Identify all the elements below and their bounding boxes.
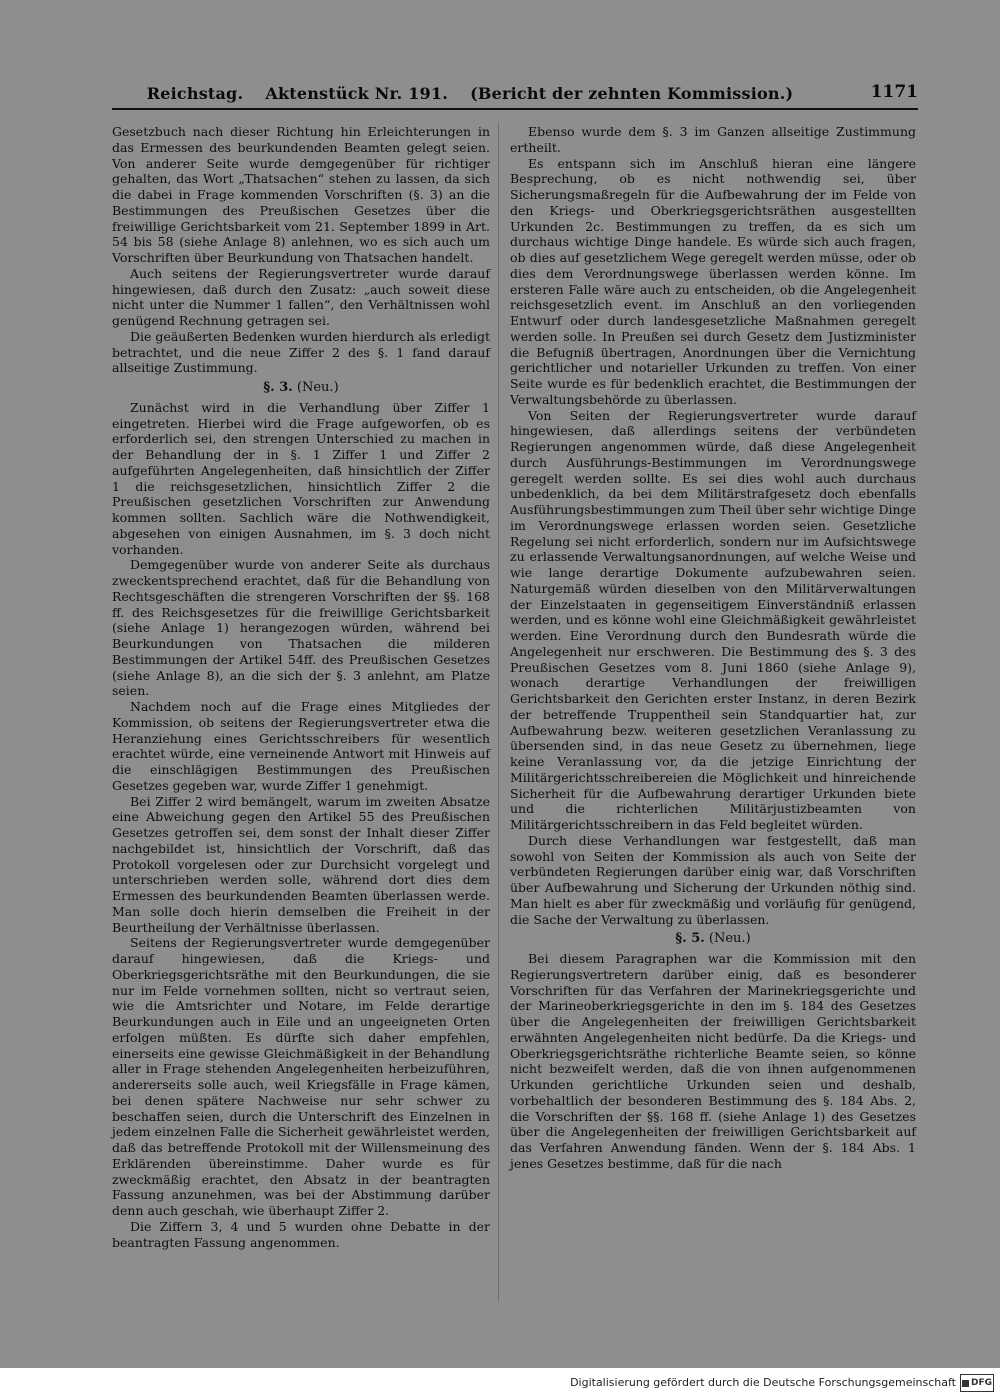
paragraph: Auch seitens der Regierungsvertreter wurde darauf hingewiesen, daß durch den Zusatz: „auch soweit diese nicht unter die Nummer 1 fallen“, den Verhältnissen wohl genügend Rechnung getragen sei.	[112, 265, 490, 328]
header-title	[112, 84, 828, 103]
paragraph: Bei Ziffer 2 wird bemängelt, warum im zweiten Absatze eine Abweichung gegen den Artikel 55 des Preußischen Gesetzes getroffen sei, dem sonst der Inhalt dieser Ziffer nachgebildet ist, hinsichtlich der Vorschrift, daß das Protokoll vorgelesen oder zur Durchsicht vorgelegt und unterschrieben werden solle, während dort dies dem Ermessen des beurkundenden Beamten überlassen werde. Man solle doch hierin demselben die Freiheit in der Beurtheilung der Verhältnisse überlassen.	[112, 793, 490, 935]
section-number: §. 3.	[263, 380, 293, 395]
section-heading	[510, 931, 916, 947]
section-number: §. 5.	[675, 931, 705, 947]
section-label: (Neu.)	[296, 380, 339, 395]
dfg-logo-icon	[960, 1374, 994, 1392]
paragraph: Es entspann sich im Anschluß hieran eine längere Besprechung, ob es nicht nothwendig sei, über Sicherungsmaßregeln für die Aufbewahrung der im Felde von den Kriegs- und Oberkriegsgerichtsräthen ausgestellten Urkunden 2c. Bestimmungen zu treffen, da es sich um durchaus wichtige Dinge handele. Es würde sich auch fragen, ob dies auf gesetzlichem Wege geregelt werden müsse, oder ob dies dem Verordnungswege überlassen werden könne. Im ersteren Falle wäre auch zu entscheiden, ob die Angelegenheit reichsgesetzlich event. im Anschluß an den vorliegenden Entwurf oder durch landesgesetzliche Maßnahmen geregelt werden solle. In Preußen sei durch Gesetz dem Justizminister die Befugniß übertragen, Anordnungen über die Vernichtung gerichtlicher und notarieller Urkunden zu treffen. Von einer Seite wurde es für bedenklich erachtet, die Bestimmungen der Verwaltungsbehörde zu überlassen.	[510, 155, 916, 407]
paragraph: Ebenso wurde dem §. 3 im Ganzen allseitige Zustimmung ertheilt.	[510, 124, 916, 155]
header-title-right: (Bericht der zehnten Kommission.)	[470, 84, 794, 103]
paragraph: Gesetzbuch nach dieser Richtung hin Erleichterungen in das Ermessen des beurkundenden Beamten gelegt seien. Von anderer Seite wurde demgegenüber für richtiger gehalten, das Wort „Thatsachen“ stehen zu lassen, da sich die dabei in Frage kommenden Vorschriften (§. 3) an die Bestimmungen des Preußischen Gesetzes über die freiwillige Gerichtsbarkeit vom 21. September 1899 in Art. 54 bis 58 (siehe Anlage 8) anlehnen, wo es sich auch um Vorschriften über Beurkundung von Thatsachen handelt.	[112, 124, 490, 265]
page-number: 1171	[870, 82, 918, 102]
section-label: (Neu.)	[708, 931, 751, 947]
paragraph: Seitens der Regierungsvertreter wurde demgegenüber darauf hingewiesen, daß die Kriegs- und Oberkriegsgerichtsräthe mit den Beurkundungen, die sie nur im Felde vornehmen sollten, nicht so vertraut seien, wie die Amtsrichter und Notare, im Felde derartige Beurkundungen auch in Eile und an ungeeigneten Orten erfolgen müßten. Es dürfte sich daher empfehlen, einerseits eine gewisse Gleichmäßigkeit in der Behandlung aller in Frage stehenden Angelegenheiten herbeizuführen, andererseits solle auch, weil Kriegsfälle in Frage kämen, bei denen spätere Nachweise nur sehr schwer zu beschaffen seien, durch die Unterschrift des Einzelnen in jedem einzelnen Falle die Sicherheit gewährleistet werden, daß das betreffende Protokoll mit der Willensmeinung des Erklärenden übereinstimme. Daher wurde es für zweckmäßig erachtet, den Absatz in der beantragten Fassung anzunehmen, was bei der Abstimmung darüber denn auch geschah, wie überhaupt Ziffer 2.	[112, 935, 490, 1218]
running-header	[112, 78, 918, 106]
paragraph: Nachdem noch auf die Frage eines Mitgliedes der Kommission, ob seitens der Regierungsvertreter etwa die Heranziehung eines Gerichtsschreibers für wesentlich erachtet würde, eine verneinende Antwort mit Hinweis auf die einschlägigen Bestimmungen des Preußischen Gesetzes gegeben war, wurde Ziffer 1 genehmigt.	[112, 699, 490, 793]
paragraph: Von Seiten der Regierungsvertreter wurde darauf hingewiesen, daß allerdings seitens der verbündeten Regierungen angenommen würde, daß diese Angelegenheit durch Ausführungs-Bestimmungen im Verordnungswege geregelt werden sollte. Es sei dies wohl auch durchaus unbedenklich, da bei dem Militärstrafgesetz doch ebenfalls Ausführungsbestimmungen zum Theil über sehr wichtige Dinge im Verordnungswege erlassen worden seien. Gesetzliche Regelung sei nicht erforderlich, sondern nur im Aufsichtswege zu erlassende Verwaltungsanordnungen, auf welche Weise und wie lange derartige Dokumente aufzubewahren seien. Naturgemäß würden dieselben von den Militärverwaltungen der Einzelstaaten in gegenseitigem Einverständniß erlassen werden, und es könne wohl eine Gleichmäßigkeit gewährleistet werden. Eine Verordnung durch den Bundesrath würde die Angelegenheit nur erschweren. Die Bestimmung des §. 3 des Preußischen Gesetzes vom 8. Juni 1860 (siehe Anlage 9), wonach derartige Verhandlungen der freiwilligen Gerichtsbarkeit den Gerichten erster Instanz, in deren Bezirk der betreffende Truppentheil sein Standquartier hat, zur Aufbewahrung bezw. weiteren gesetzlichen Veranlassung zu übersenden sind, in das neue Gesetz zu übernehmen, liege keine Veranlassung vor, da die jetzige Einrichtung der Militärgerichtsschreibereien die Möglichkeit und hinreichende Sicherheit für die Aufbewahrung derartiger Urkunden biete und die richterlichen Militärjustizbeamten von Militärgerichtsschreibern in das Feld begleitet würden.	[510, 407, 916, 832]
paragraph: Durch diese Verhandlungen war festgestellt, daß man sowohl von Seiten der Kommission als auch von Seite der verbündeten Regierungen darüber einig war, daß Vorschriften über Aufbewahrung und Sicherung der Urkunden nöthig sind. Man hielt es aber für zweckmäßig und vorläufig für genügend, die Sache der Verwaltung zu überlassen.	[510, 832, 916, 927]
header-rule	[112, 108, 918, 110]
header-title-left: Reichstag.	[146, 84, 244, 103]
column-divider	[498, 122, 499, 1302]
paragraph: Bei diesem Paragraphen war die Kommission mit den Regierungsvertretern darüber einig, daß es besonderer Vorschriften für das Verfahren der Marinekriegsgerichte und der Marineoberkriegsgerichte in den im §. 184 des Gesetzes über die Angelegenheiten der freiwilligen Gerichtsbarkeit erwähnten Angelegenheiten nicht bedürfe. Da die Kriegs- und Oberkriegsgerichtsräthe richterliche Beamte seien, so könne nicht bezweifelt werden, daß die von ihnen aufgenommenen Urkunden gerichtliche Urkunden seien und deshalb, vorbehaltlich der besonderen Bestimmung des §. 184 Abs. 2, die Vorschriften der §§. 168 ff. (siehe Anlage 1) des Gesetzes über die Angelegenheiten der freiwilligen Gerichtsbarkeit auf das Verfahren Anwendung fänden. Wenn der §. 184 Abs. 1 jenes Gesetzes bestimme, daß für die nach	[510, 951, 916, 1171]
digitization-note: Digitalisierung gefördert durch die Deutsche Forschungsgemeinschaft	[570, 1376, 956, 1389]
section-heading	[112, 380, 490, 396]
paragraph: Demgegenüber wurde von anderer Seite als durchaus zweckentsprechend erachtet, daß für die Behandlung von Rechtsgeschäften die strengeren Vorschriften der §§. 168 ff. des Reichsgesetzes für die freiwillige Gerichtsbarkeit (siehe Anlage 1) herangezogen würden, während bei Beurkundungen von Thatsachen die milderen Bestimmungen der Artikel 54ff. des Preußischen Gesetzes (siehe Anlage 8), an die sich der §. 3 anlehnt, am Platze seien.	[112, 557, 490, 699]
dfg-logo-text: DFG	[970, 1378, 992, 1388]
header-title-doc: Aktenstück Nr. 191.	[265, 84, 448, 103]
paragraph: Die geäußerten Bedenken wurden hierdurch als erledigt betrachtet, und die neue Ziffer 2 des §. 1 fand darauf allseitige Zustimmung.	[112, 328, 490, 376]
left-column	[112, 124, 490, 1250]
paragraph: Zunächst wird in die Verhandlung über Ziffer 1 eingetreten. Hierbei wird die Frage aufgeworfen, ob es erforderlich sei, den strengen Unterschied zu machen in der Behandlung der in §. 1 Ziffer 1 und Ziffer 2 aufgeführten Angelegenheiten, daß hinsichtlich der Ziffer 1 die reichsgesetzlichen, hinsichtlich Ziffer 2 die Preußischen gesetzlichen Vorschriften zur Anwendung kommen sollten. Sachlich wäre die Nothwendigkeit, abgesehen von einigen Ausnahmen, im §. 3 doch nicht vorhanden.	[112, 399, 490, 557]
right-column	[510, 124, 916, 1172]
paragraph: Die Ziffern 3, 4 und 5 wurden ohne Debatte in der beantragten Fassung angenommen.	[112, 1218, 490, 1250]
digitization-footer	[0, 1368, 1000, 1397]
